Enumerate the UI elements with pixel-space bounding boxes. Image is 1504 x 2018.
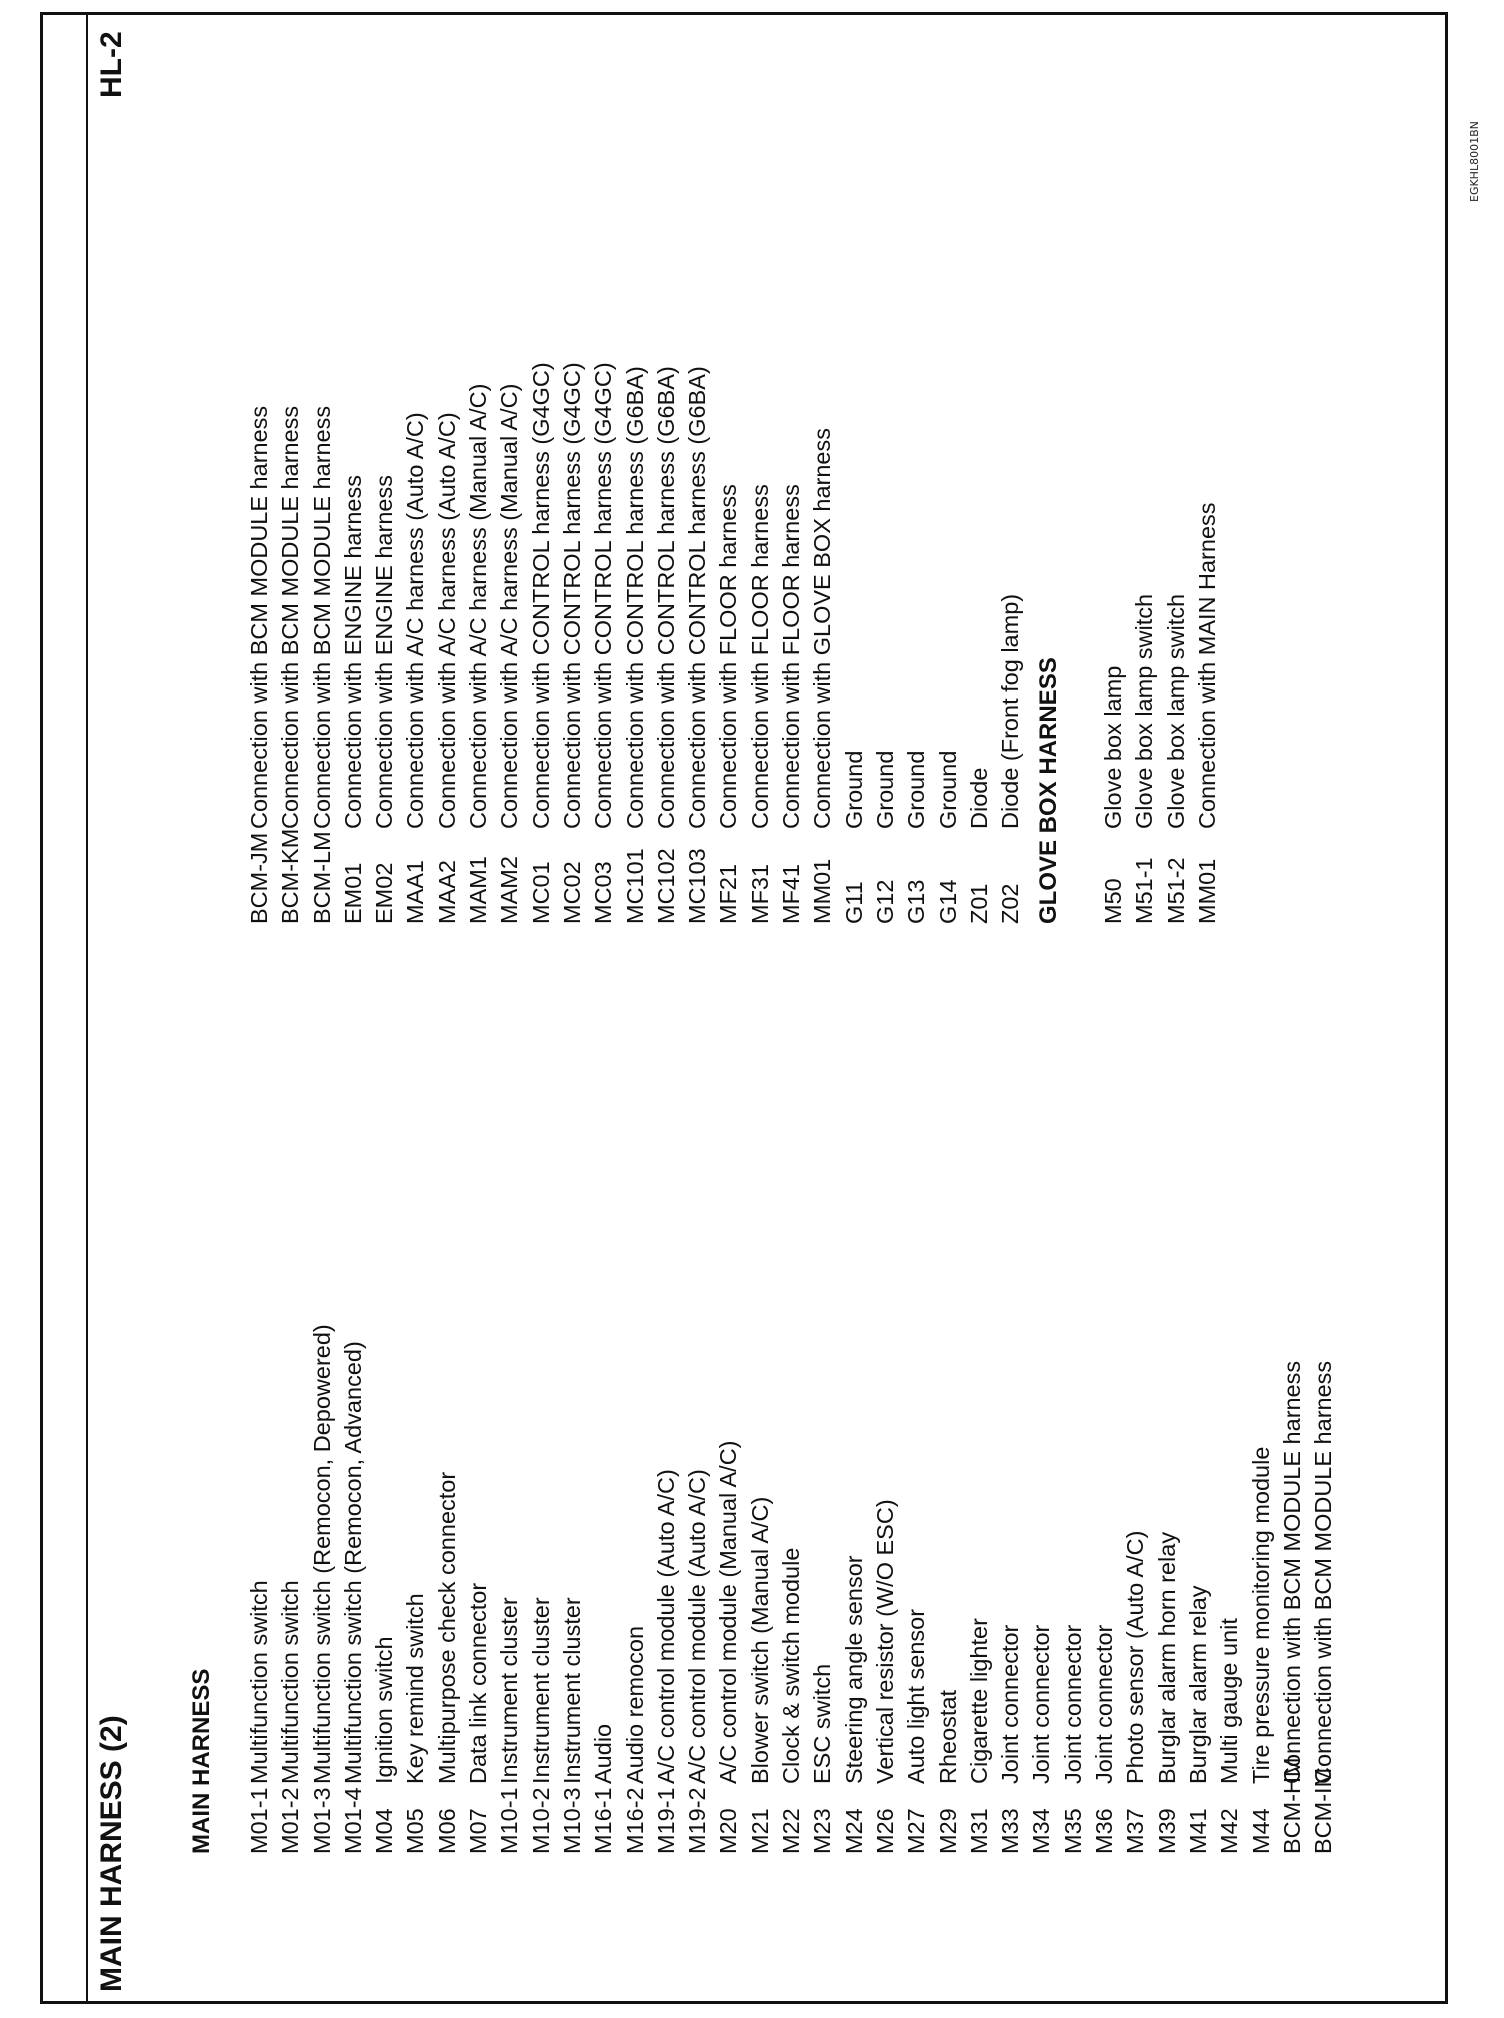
connector-code: M10-2 — [527, 1787, 554, 1854]
connector-description: Connection with FLOOR harness — [746, 484, 773, 829]
connector-description: Burglar alarm relay — [1184, 1585, 1211, 1784]
connector-code: M42 — [1216, 1808, 1243, 1854]
connector-code: M06 — [433, 1808, 460, 1854]
connector-code: M16-2 — [621, 1787, 648, 1854]
connector-code: M39 — [1153, 1808, 1180, 1854]
connector-description: Ground — [871, 750, 898, 829]
connector-description: A/C control module (Manual A/C) — [715, 1440, 742, 1784]
connector-description: Diode — [965, 767, 992, 829]
connector-description: Glove box lamp switch — [1131, 593, 1158, 829]
connector-description: Glove box lamp switch — [1162, 593, 1189, 829]
connector-description: Connection with CONTROL harness (G4GC) — [558, 362, 585, 829]
connector-description: Blower switch (Manual A/C) — [746, 1496, 773, 1784]
connector-code: MC03 — [590, 861, 617, 924]
connector-description: Connection with BCM MODULE harness — [246, 405, 272, 829]
connector-description: Instrument cluster — [496, 1597, 523, 1784]
connector-code: MF21 — [715, 863, 742, 924]
connector-description: Multifunction switch (Remocon, Advanced) — [339, 1341, 366, 1784]
connector-description: Connection with CONTROL harness (G4GC) — [590, 362, 617, 829]
connector-description: Connection with FLOOR harness — [715, 484, 742, 829]
page-title: MAIN HARNESS (2) — [95, 1715, 128, 1992]
connector-description: Clock & switch module — [778, 1547, 805, 1784]
connector-description: Glove box lamp — [1100, 665, 1126, 829]
connector-description: Ground — [840, 750, 867, 829]
connector-code: M36 — [1091, 1808, 1118, 1854]
connector-code: G12 — [871, 879, 898, 924]
connector-description: Multi gauge unit — [1216, 1618, 1243, 1784]
connector-code: M51-2 — [1162, 857, 1189, 924]
connector-description: Connection with CONTROL harness (G4GC) — [527, 362, 554, 829]
connector-code: M19-1 — [652, 1787, 679, 1854]
connector-description: Joint connector — [1091, 1624, 1118, 1784]
connector-description: Connection with BCM MODULE harness — [1278, 1360, 1305, 1784]
connector-code: M37 — [1122, 1808, 1149, 1854]
connector-code: M22 — [778, 1808, 805, 1854]
connector-description: Joint connector — [1028, 1624, 1055, 1784]
connector-description: A/C control module (Auto A/C) — [684, 1469, 711, 1784]
connector-description: A/C control module (Auto A/C) — [652, 1469, 679, 1784]
connector-code: MAA1 — [402, 860, 429, 924]
connector-code: M07 — [465, 1808, 492, 1854]
connector-code: M33 — [997, 1808, 1024, 1854]
connector-description: Auto light sensor — [903, 1608, 930, 1784]
connector-code: M01-1 — [246, 1787, 272, 1854]
connector-code: MC02 — [558, 861, 585, 924]
main-harness-heading: MAIN HARNESS — [188, 1668, 215, 1854]
connector-code: M41 — [1184, 1808, 1211, 1854]
connector-code: MC103 — [684, 848, 711, 924]
connector-description: Connection with BCM MODULE harness — [277, 405, 304, 829]
title-band — [40, 12, 88, 2004]
connector-code: M27 — [903, 1808, 930, 1854]
connector-code: MAA2 — [433, 860, 460, 924]
connector-code: M44 — [1247, 1808, 1274, 1854]
connector-code: BCM-JM — [246, 832, 272, 924]
connector-code: M31 — [965, 1808, 992, 1854]
connector-code: MM01 — [1193, 858, 1220, 924]
connector-description: Connection with CONTROL harness (G6BA) — [684, 366, 711, 829]
connector-code: EM01 — [339, 862, 366, 924]
connector-description: ESC switch — [809, 1663, 836, 1784]
page-id: HL-2 — [95, 31, 128, 98]
connector-description: Connection with A/C harness (Auto A/C) — [433, 412, 460, 829]
connector-code: BCM-LM — [308, 831, 335, 924]
connector-description: Ground — [903, 750, 930, 829]
connector-code: M01-4 — [339, 1787, 366, 1854]
connector-description: Tire pressure monitoring module — [1247, 1446, 1274, 1784]
connector-code: M24 — [840, 1808, 867, 1854]
connector-description: Photo sensor (Auto A/C) — [1122, 1530, 1149, 1784]
connector-code: M16-1 — [590, 1787, 617, 1854]
connector-code: M01-3 — [308, 1787, 335, 1854]
connector-description: Connection with A/C harness (Manual A/C) — [465, 383, 492, 829]
connector-code: MM01 — [809, 858, 836, 924]
connector-description: Connection with CONTROL harness (G6BA) — [621, 366, 648, 829]
connector-description: Instrument cluster — [527, 1597, 554, 1784]
connector-code: MAM1 — [465, 856, 492, 924]
connector-description: Connection with ENGINE harness — [339, 475, 366, 829]
connector-description: Audio — [590, 1723, 617, 1784]
connector-description: Instrument cluster — [558, 1597, 585, 1784]
connector-description: Joint connector — [997, 1624, 1024, 1784]
connector-description: Connection with CONTROL harness (G6BA) — [652, 366, 679, 829]
connector-code: M19-2 — [684, 1787, 711, 1854]
connector-code: M50 — [1100, 878, 1126, 924]
connector-code: M10-1 — [496, 1787, 523, 1854]
connector-code: MC01 — [527, 861, 554, 924]
image-code-label — [1452, 12, 1492, 212]
connector-code: M29 — [934, 1808, 961, 1854]
connector-code: Z02 — [997, 883, 1024, 924]
connector-code: M51-1 — [1131, 857, 1158, 924]
rotated-sheet — [88, 12, 1448, 2004]
connector-description: Connection with A/C harness (Manual A/C) — [496, 383, 523, 829]
connector-code: M10-3 — [558, 1787, 585, 1854]
connector-code: EM02 — [371, 862, 398, 924]
connector-code: MC102 — [652, 848, 679, 924]
connector-description: Ignition switch — [371, 1636, 398, 1784]
connector-description: Multifunction switch — [246, 1580, 272, 1784]
connector-code: M34 — [1028, 1808, 1055, 1854]
connector-description: Ground — [934, 750, 961, 829]
connector-code: BCM-HM — [1278, 1757, 1305, 1854]
connector-description: Audio remocon — [621, 1625, 648, 1784]
connector-code: G14 — [934, 879, 961, 924]
connector-code: M26 — [871, 1808, 898, 1854]
connector-description: Burglar alarm horn relay — [1153, 1531, 1180, 1784]
connector-code: MAM2 — [496, 856, 523, 924]
connector-description: Connection with GLOVE BOX harness — [809, 427, 836, 829]
connector-code: BCM-IM — [1310, 1767, 1337, 1854]
connector-description: Multipurpose check connector — [433, 1471, 460, 1784]
connector-description: Connection with A/C harness (Auto A/C) — [402, 412, 429, 829]
connector-code: M05 — [402, 1808, 429, 1854]
connector-code: G11 — [840, 881, 867, 924]
connector-code: BCM-KM — [277, 828, 304, 924]
connector-code: M35 — [1059, 1808, 1086, 1854]
connector-description: Data link connector — [465, 1582, 492, 1784]
connector-description: Multifunction switch — [277, 1580, 304, 1784]
connector-description: Steering angle sensor — [840, 1555, 867, 1784]
connector-description: Connection with BCM MODULE harness — [308, 405, 335, 829]
glove-box-heading: GLOVE BOX HARNESS — [1035, 657, 1062, 924]
connector-description: Multifunction switch (Remocon, Depowered) — [308, 1324, 335, 1784]
connector-code: M20 — [715, 1808, 742, 1854]
connector-code: MF41 — [778, 863, 805, 924]
connector-description: Connection with BCM MODULE harness — [1310, 1360, 1337, 1784]
connector-description: Key remind switch — [402, 1593, 429, 1784]
connector-description: Diode (Front fog lamp) — [997, 593, 1024, 829]
connector-description: Cigarette lighter — [965, 1618, 992, 1784]
connector-description: Rheostat — [934, 1689, 961, 1784]
connector-description: Vertical resistor (W/O ESC) — [871, 1499, 898, 1784]
connector-code: G13 — [903, 879, 930, 924]
connector-code: MF31 — [746, 863, 773, 924]
connector-description: Connection with ENGINE harness — [371, 475, 398, 829]
image-code-text: EGKHL8001BN — [1468, 121, 1481, 202]
connector-code: M01-2 — [277, 1787, 304, 1854]
connector-description: Joint connector — [1059, 1624, 1086, 1784]
connector-code: M04 — [371, 1808, 398, 1854]
connector-description: Connection with MAIN Harness — [1193, 502, 1220, 829]
connector-description: Connection with FLOOR harness — [778, 484, 805, 829]
connector-code: M21 — [746, 1808, 773, 1854]
connector-code: MC101 — [621, 848, 648, 924]
connector-code: Z01 — [965, 883, 992, 924]
connector-code: M23 — [809, 1808, 836, 1854]
